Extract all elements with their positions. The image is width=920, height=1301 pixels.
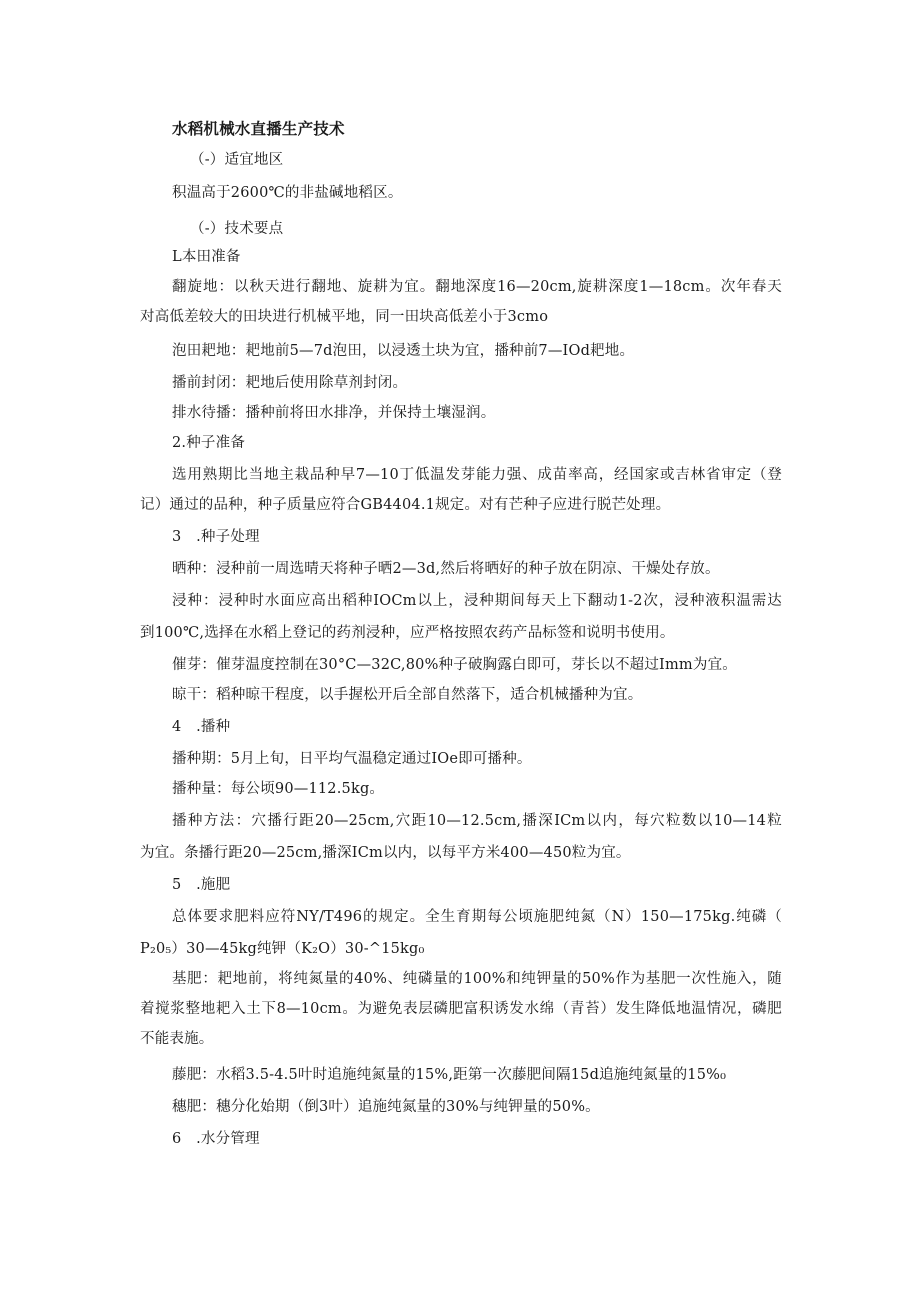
paragraph-region: 积温高于2600℃的非盐碱地稻区。 — [172, 185, 403, 201]
paragraph-sun-dry: 晒种：浸种前一周选晴天将种子晒2—3d,然后将晒好的种子放在阴凉、干燥处存放。 — [172, 561, 720, 577]
subheading-sowing: 4 .播种 — [172, 719, 231, 735]
paragraph-seed-select: 选用熟期比当地主栽品种早7—10丁低温发芽能力强、成苗率高，经国家或吉林省审定（登 — [172, 467, 782, 483]
subheading-seed-prep: 2.种子准备 — [172, 435, 246, 451]
paragraph-base-fert-cont: 着搅浆整地耙入土下8—10cm。为避免表层磷肥富积诱发水绵（青苔）发生降低地温情况，磷肥 — [140, 1001, 782, 1017]
paragraph-sowing-rate: 播种量：每公顷90—112.5kg。 — [172, 781, 385, 797]
subheading-seed-treatment: 3 .种子处理 — [172, 529, 260, 545]
paragraph-fert-general-cont: P₂0₅）30—45kg纯钾（K₂O）30-^15kg₀ — [140, 941, 425, 957]
paragraph-base-fert-end: 不能表施。 — [140, 1031, 214, 1047]
paragraph-tillage: 翻旋地：以秋天进行翻地、旋耕为宜。翻地深度16—20cm,旋耕深度1—18cm。次年春天 — [172, 279, 782, 295]
subheading-water-mgmt: 6 .水分管理 — [172, 1131, 260, 1147]
paragraph-air-dry: 晾干：稻种晾干程度，以手握松开后全部自然落下，适合机械播种为宜。 — [172, 687, 643, 703]
paragraph-base-fert: 基肥：耙地前，将纯氮量的40%、纯磷量的100%和纯钾量的50%作为基肥一次性施入，随 — [172, 971, 782, 987]
paragraph-fert-general: 总体要求肥料应符NY/T496的规定。全生育期每公顷施肥纯氮（N）150—175kg.纯磷（ — [172, 909, 782, 925]
paragraph-panicle-fert: 穗肥：穗分化始期（倒3叶）追施纯氮量的30%与纯钾量的50%。 — [172, 1099, 600, 1115]
paragraph-flooding: 泡田耙地：耙地前5—7d泡田，以浸透土块为宜，播种前7—IOd耙地。 — [172, 343, 635, 359]
paragraph-soak: 浸种：浸种时水面应高出稻种IOCm以上，浸种期间每天上下翻动1-2次，浸种液积温需达 — [172, 593, 782, 609]
paragraph-drain: 排水待播：播种前将田水排净，并保持土壤湿润。 — [172, 405, 496, 421]
paragraph-sowing-method: 播种方法：穴播行距20—25cm,穴距10—12.5cm,播深ICm以内，每穴粒数以10—14粒 — [172, 813, 782, 829]
document-title: 水稻机械水直播生产技术 — [172, 120, 345, 138]
paragraph-weed-seal: 播前封闭：耙地后使用除草剂封闭。 — [172, 375, 408, 391]
paragraph-tiller-fert: 藤肥：水稻3.5-4.5叶时追施纯氮量的15%,距第一次藤肥间隔15d追施纯氮量的15%₀ — [172, 1067, 727, 1083]
subheading-field-prep: L本田准备 — [172, 249, 241, 265]
section-heading-technique: （-）技术要点 — [190, 221, 284, 237]
paragraph-seed-select-cont: 记）通过的品种，种子质量应符合GB4404.1规定。对有芒种子应进行脱芒处理。 — [140, 497, 671, 513]
paragraph-tillage-cont: 对高低差较大的田块进行机械平地，同一田块高低差小于3cmo — [140, 309, 549, 325]
paragraph-germinate: 催芽：催芽温度控制在30°C—32C,80%种子破胸露白即可，芽长以不超过Imm为宜。 — [172, 657, 737, 673]
paragraph-soak-cont: 到100℃,选择在水稻上登记的药剂浸种，应严格按照农药产品标签和说明书使用。 — [140, 625, 675, 641]
section-heading-region: （-）适宜地区 — [190, 152, 284, 168]
paragraph-sowing-time: 播种期：5月上旬，日平均气温稳定通过IOe即可播种。 — [172, 751, 532, 767]
paragraph-sowing-method-cont: 为宜。条播行距20—25cm,播深ICm以内，以每平方米400—450粒为宜。 — [140, 845, 631, 861]
subheading-fertilization: 5 .施肥 — [172, 877, 231, 893]
